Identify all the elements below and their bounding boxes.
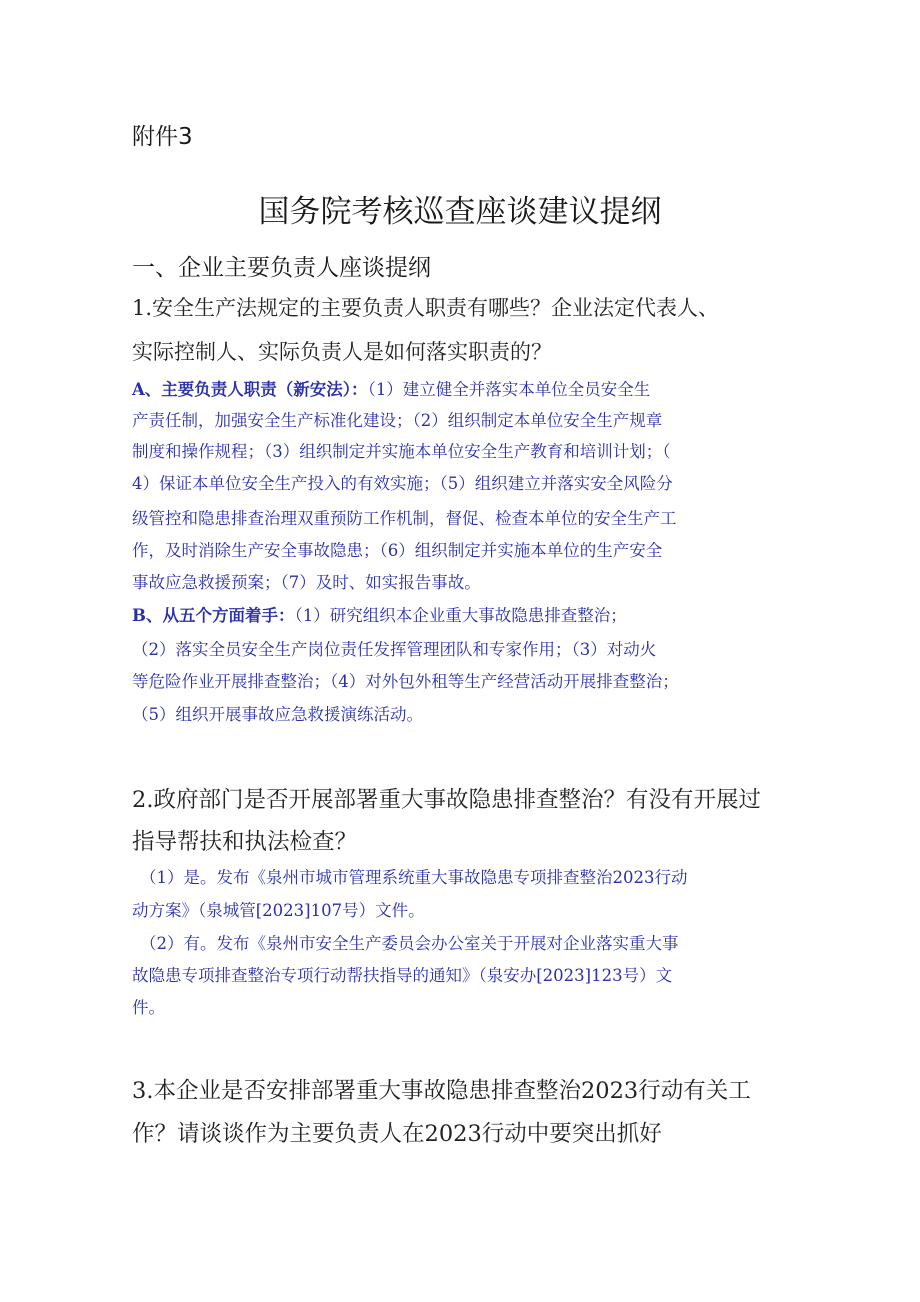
- question-1-line-1: 1.安全生产法规定的主要负责人职责有哪些？企业法定代表人、: [132, 296, 720, 320]
- answer-1b-line-1: [132, 602, 627, 626]
- answer-1b-line-4: （5）组织开展事故应急救援演练活动。: [132, 705, 423, 724]
- question-3-line-1: 3.本企业是否安排部署重大事故隐患排查整治2023行动有关工: [132, 1078, 751, 1104]
- answer-1a-line-3: 制度和操作规程；（3）组织制定并实施本单位安全生产教育和培训计划；（: [132, 442, 671, 461]
- answer-1b-text: （1）研究组织本企业重大事故隐患排查整治；: [294, 606, 627, 625]
- answer-2-line-4: 故隐患专项排查整治专项行动帮扶指导的通知》（泉安办[2023]123号）文: [132, 966, 673, 985]
- answer-1a-line-1: [132, 376, 650, 400]
- answer-1a-text: （1）建立健全并落实本单位全员安全生: [367, 380, 651, 399]
- answer-2-line-1: （1）是。发布《泉州市城市管理系统重大事故隐患专项排查整治2023行动: [140, 868, 688, 887]
- question-3-line-2: 作？请谈谈作为主要负责人在2023行动中要突出抓好: [132, 1121, 662, 1147]
- question-2-line-1: 2.政府部门是否开展部署重大事故隐患排查整治？有没有开展过: [132, 787, 761, 813]
- question-2-line-2: 指导帮扶和执法检查？: [132, 829, 358, 855]
- answer-1a-label: A、主要负责人职责（新安法）：: [132, 380, 368, 399]
- answer-2-line-2: 动方案》（泉城管[2023]107号）文件。: [132, 901, 425, 920]
- answer-1b-label: B、从五个方面着手：: [132, 606, 295, 625]
- answer-1b-line-2: （2）落实全员安全生产岗位责任发挥管理团队和专家作用；（3）对动火: [132, 640, 657, 659]
- answer-1a-line-5: 级管控和隐患排查治理双重预防工作机制，督促、检查本单位的安全生产工: [132, 509, 677, 528]
- section-heading: 一、企业主要负责人座谈提纲: [132, 255, 431, 281]
- question-1-line-2: 实际控制人、实际负责人是如何落实职责的？: [132, 340, 552, 364]
- attachment-label: 附件3: [132, 124, 193, 150]
- answer-2-line-5: 件。: [132, 998, 165, 1017]
- answer-2-line-3: （2）有。发布《泉州市安全生产委员会办公室关于开展对企业落实重大事: [140, 934, 679, 953]
- answer-1a-line-4: 4）保证本单位安全生产投入的有效实施；（5）组织建立并落实安全风险分: [132, 474, 673, 493]
- answer-1a-line-6: 作，及时消除生产安全事故隐患；（6）组织制定并实施本单位的生产安全: [132, 541, 663, 560]
- answer-1a-line-7: 事故应急救援预案；（7）及时、如实报告事故。: [132, 573, 481, 592]
- answer-1b-line-3: 等危险作业开展排查整治；（4）对外包外租等生产经营活动开展排查整治；: [132, 672, 679, 691]
- answer-1a-line-2: 产责任制，加强安全生产标准化建设；（2）组织制定本单位安全生产规章: [132, 411, 663, 430]
- document-title: 国务院考核巡查座谈建议提纲: [258, 194, 662, 230]
